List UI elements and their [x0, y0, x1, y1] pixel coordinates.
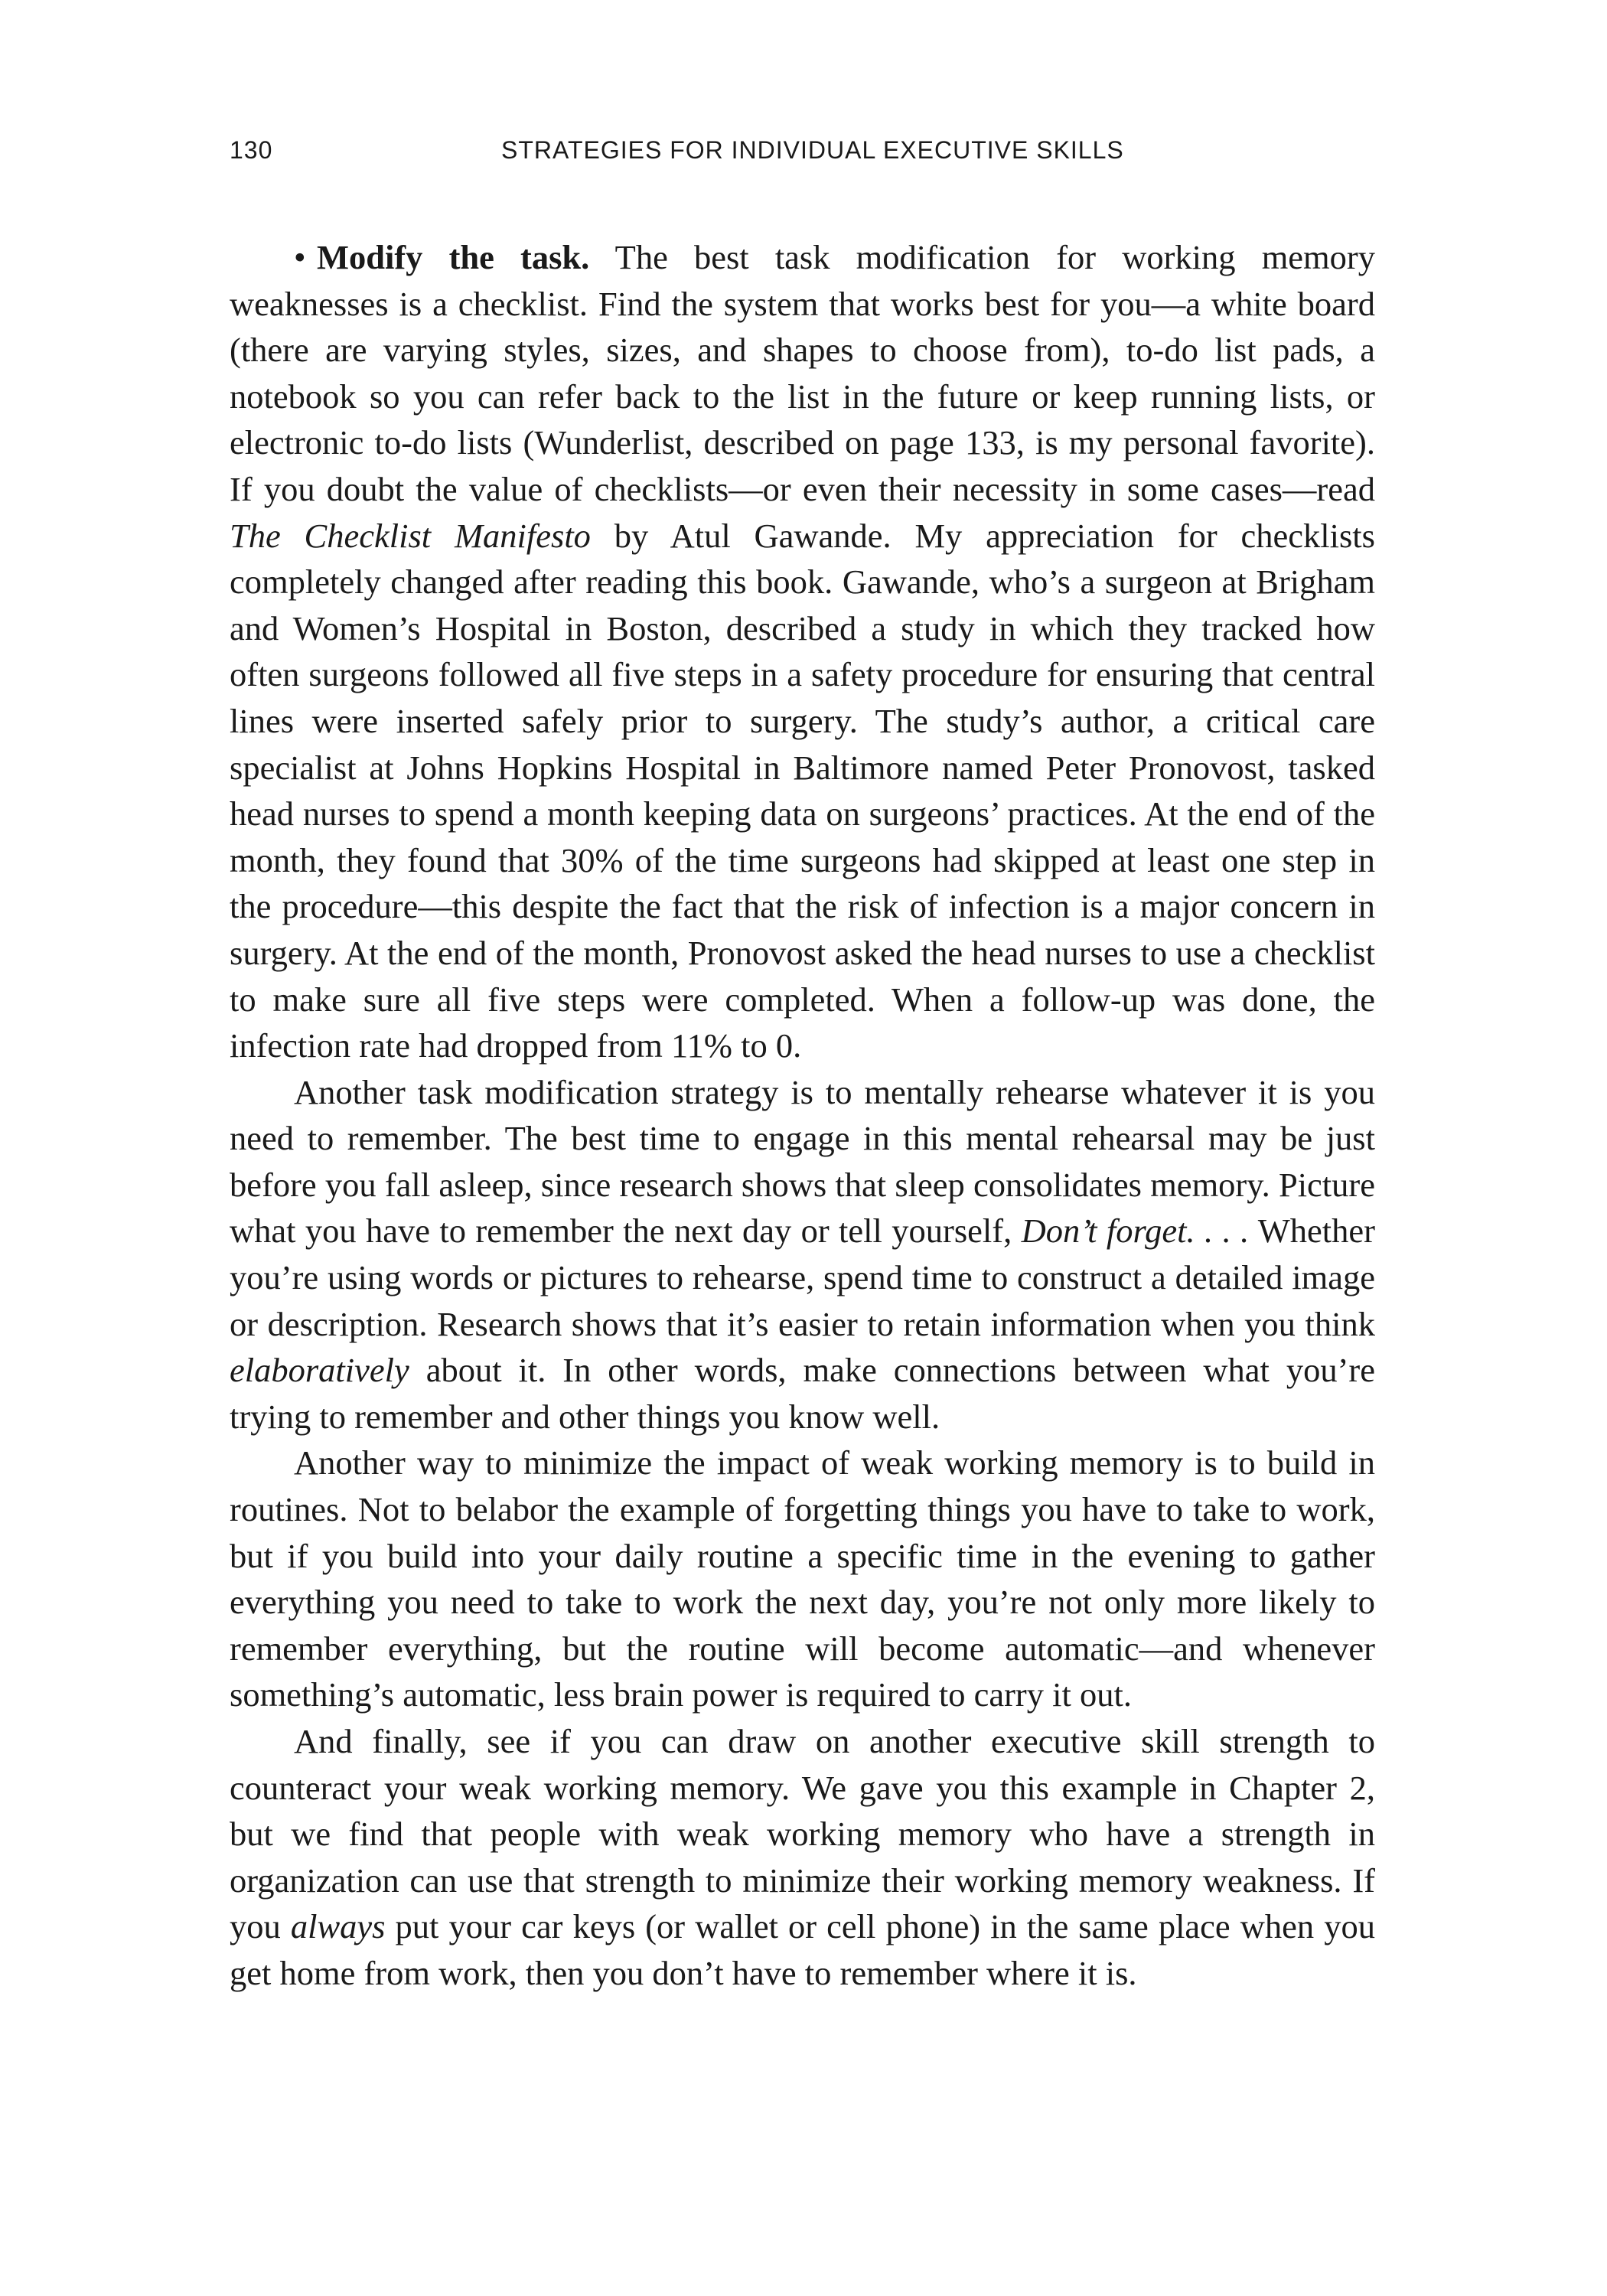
paragraph-routines [230, 1440, 1375, 1718]
paragraph-text: Another task modification strategy is to mentally rehearse whatever it is you need to remember. The best time to engage in this mental rehearsal may be just before you fall asleep, since research shows that sleep consolidates memory. Picture what you have to remember the next day or tell yourself, [230, 1072, 1375, 1251]
paragraph-strengths [230, 1718, 1375, 1997]
bold-lead-in: Modify the task. [317, 238, 590, 276]
body-text [230, 234, 1375, 1997]
italic-word: elaboratively [230, 1351, 409, 1390]
book-title: The Checklist Manifesto [230, 516, 591, 555]
italic-word: always [290, 1907, 386, 1946]
paragraph-text: Another way to minimize the impact of weak working memory is to build in routines. Not to belabor the example of forgetting things you have to take to work, but if you build into your daily routine a specific time in the evening to gather everything you need to take to work the next day, you’re not only more likely to remember everything, but the routine will become automatic—and whenever something’s automatic, less brain power is required to carry it out. [230, 1443, 1375, 1714]
paragraph-text: Whether you’re using words or pictures to rehearse, spend time to construct a detailed image or description. Research shows that it’s easier to retain information when you think [230, 1212, 1375, 1343]
paragraph-text: put your car keys (or wallet or cell phone) in the same place when you get home from work, then you don’t have to remember where it is. [230, 1907, 1375, 1992]
paragraph-modify-task [230, 234, 1375, 1069]
running-head [230, 136, 1377, 174]
bullet-icon: • [294, 238, 306, 276]
running-title: STRATEGIES FOR INDIVIDUAL EXECUTIVE SKILLS [501, 136, 1124, 164]
page-number: 130 [230, 136, 273, 164]
italic-phrase: Don’t forget. . . . [1021, 1212, 1250, 1251]
paragraph-text: And finally, see if you can draw on another executive skill strength to counteract your weak working memory. We gave you this example in Chapter 2, but we find that people with weak working memory who have a strength in organization can use that strength to minimize their working memory weakness. If you [230, 1722, 1375, 1946]
paragraph-mental-rehearsal [230, 1069, 1375, 1440]
paragraph-text: about it. In other words, make connections between what you’re trying to remember and other things you know well. [230, 1351, 1375, 1436]
paragraph-text: The best task modification for working memory weaknesses is a checklist. Find the system that works best for you—a white board (there are varying styles, sizes, and shapes to choose from), to-do list pads, a notebook so you can refer back to the list in the future or keep running lists, or electronic to-do lists (Wunderlist, described on page 133, is my personal favorite). If you doubt the value of checklists—or even their necessity in some cases—read [230, 238, 1375, 508]
paragraph-text: by Atul Gawande. My appreciation for checklists completely changed after reading this book. Gawande, who’s a surgeon at Brigham and Women’s Hospital in Boston, described a study in which they tracked how often surgeons followed all five steps in a safety procedure for ensuring that central lines were inserted safely prior to surgery. The study’s author, a critical care specialist at Johns Hopkins Hospital in Baltimore named Peter Pronovost, tasked head nurses to spend a month keeping data on surgeons’ practices. At the end of the month, they found that 30% of the time surgeons had skipped at least one step in the procedure—this despite the fact that the risk of infection is a major concern in surgery. At the end of the month, Pronovost asked the head nurses to use a checklist to make sure all five steps were completed. When a follow-up was done, the infection rate had dropped from 11% to 0. [230, 516, 1375, 1065]
